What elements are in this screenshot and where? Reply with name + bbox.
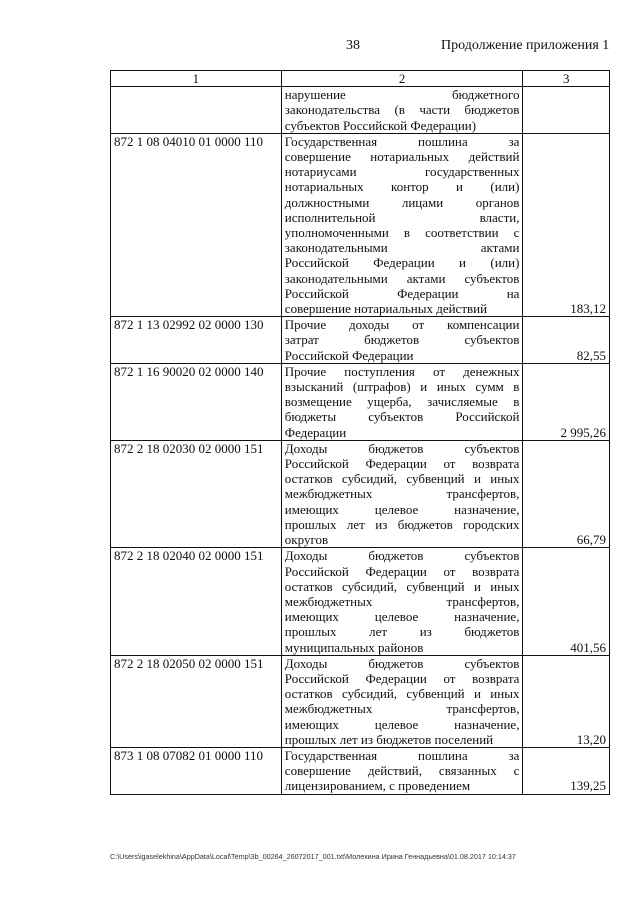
revenue-code: 872 1 08 04010 01 0000 110 <box>111 133 282 316</box>
amount: 13,20 <box>523 655 610 747</box>
revenue-code: 872 2 18 02040 02 0000 151 <box>111 548 282 655</box>
description-line: прошлых лет из бюджетов поселений <box>284 731 494 747</box>
description-line: Прочие поступления от денежных <box>284 363 520 379</box>
description-line: прошлых лет из бюджетов городских <box>284 516 520 532</box>
revenue-description <box>281 655 523 747</box>
amount: 2 995,26 <box>523 363 610 440</box>
description-line: Федерации <box>284 424 347 440</box>
description-line: законодательными актами субъектов <box>284 270 520 286</box>
amount: 183,12 <box>523 133 610 316</box>
revenue-description <box>281 363 523 440</box>
table-body <box>111 87 610 794</box>
description-line: прошлых лет из бюджетов <box>284 624 520 640</box>
description-line: бюджеты субъектов Российской <box>284 409 520 425</box>
revenue-table <box>110 70 610 795</box>
table-header-row <box>111 71 610 87</box>
description-line: остатков субсидий, субвенций и иных <box>284 471 520 487</box>
continuation-title: Продолжение приложения 1 <box>441 38 610 53</box>
revenue-description <box>281 133 523 316</box>
description-line: совершение нотариальных действий <box>284 301 488 317</box>
description-line: имеющих целевое назначение, <box>284 609 520 625</box>
page-number: 38 <box>346 38 360 53</box>
description-line: имеющих целевое назначение, <box>284 501 520 517</box>
amount: 66,79 <box>523 440 610 547</box>
revenue-description <box>281 440 523 547</box>
description-line: Российской Федерации от возврата <box>284 456 520 472</box>
description-line: нарушение бюджетного <box>284 87 520 103</box>
description-line: округов <box>284 532 329 548</box>
description-line: Государственная пошлина за <box>284 133 520 149</box>
description-line: Прочие доходы от компенсации <box>284 317 520 333</box>
table-row <box>111 747 610 794</box>
description-line: уполномоченными в соответствии с <box>284 225 520 241</box>
description-line: должностными лицами органов <box>284 194 520 210</box>
description-line: лицензированием, с проведением <box>284 778 471 794</box>
description-line: остатков субсидий, субвенций и иных <box>284 686 520 702</box>
description-line: муниципальных районов <box>284 639 424 655</box>
description-line: Доходы бюджетов субъектов <box>284 548 520 564</box>
description-line: остатков субсидий, субвенций и иных <box>284 578 520 594</box>
description-line: совершение нотариальных действий <box>284 149 520 165</box>
description-line: имеющих целевое назначение, <box>284 716 520 732</box>
table-row <box>111 655 610 747</box>
column-header-3: 3 <box>523 71 610 87</box>
table-row <box>111 548 610 655</box>
description-line: законодательства (в части бюджетов <box>284 102 520 118</box>
amount: 139,25 <box>523 747 610 794</box>
description-line: законодательными актами <box>284 240 520 256</box>
description-line: совершение действий, связанных с <box>284 763 520 779</box>
description-line: Государственная пошлина за <box>284 747 520 763</box>
revenue-code: 872 1 16 90020 02 0000 140 <box>111 363 282 440</box>
revenue-description <box>281 87 523 134</box>
revenue-description <box>281 548 523 655</box>
amount <box>523 87 610 134</box>
table-row <box>111 363 610 440</box>
revenue-code <box>111 87 282 134</box>
table-row <box>111 133 610 316</box>
revenue-code: 873 1 08 07082 01 0000 110 <box>111 747 282 794</box>
description-line: Доходы бюджетов субъектов <box>284 440 520 456</box>
table-row <box>111 317 610 364</box>
table-row <box>111 440 610 547</box>
amount: 401,56 <box>523 548 610 655</box>
description-line: межбюджетных трансфертов, <box>284 701 520 717</box>
revenue-description <box>281 317 523 364</box>
amount: 82,55 <box>523 317 610 364</box>
revenue-code: 872 1 13 02992 02 0000 130 <box>111 317 282 364</box>
description-line: межбюджетных трансфертов, <box>284 593 520 609</box>
column-header-1: 1 <box>111 71 282 87</box>
description-line: Российской Федерации и (или) <box>284 255 520 271</box>
revenue-code: 872 2 18 02030 02 0000 151 <box>111 440 282 547</box>
description-line: Российской Федерации от возврата <box>284 563 520 579</box>
description-line: Российской Федерации на <box>284 285 520 301</box>
revenue-code: 872 2 18 02050 02 0000 151 <box>111 655 282 747</box>
description-line: Доходы бюджетов субъектов <box>284 655 520 671</box>
description-line: нотариусами государственных <box>284 164 520 180</box>
column-header-2: 2 <box>281 71 523 87</box>
description-line: Российской Федерации от возврата <box>284 670 520 686</box>
revenue-description <box>281 747 523 794</box>
description-line: взысканий (штрафов) и иных сумм в <box>284 379 520 395</box>
description-line: Российской Федерации <box>284 347 414 363</box>
description-line: исполнительной власти, <box>284 209 520 225</box>
description-line: возмещение ущерба, зачисляемые в <box>284 394 520 410</box>
description-line: субъектов Российской Федерации) <box>284 117 477 133</box>
table-row <box>111 87 610 134</box>
description-line: затрат бюджетов субъектов <box>284 332 520 348</box>
description-line: нотариальных контор и (или) <box>284 179 520 195</box>
file-path-footer: C:\Users\igaselekhina\AppData\Local\Temp\3b_00264_26072017_001.txt\Молехина Ирина Геннадьевна\01.08.2017 10:14:37 <box>110 852 516 861</box>
description-line: межбюджетных трансфертов, <box>284 486 520 502</box>
